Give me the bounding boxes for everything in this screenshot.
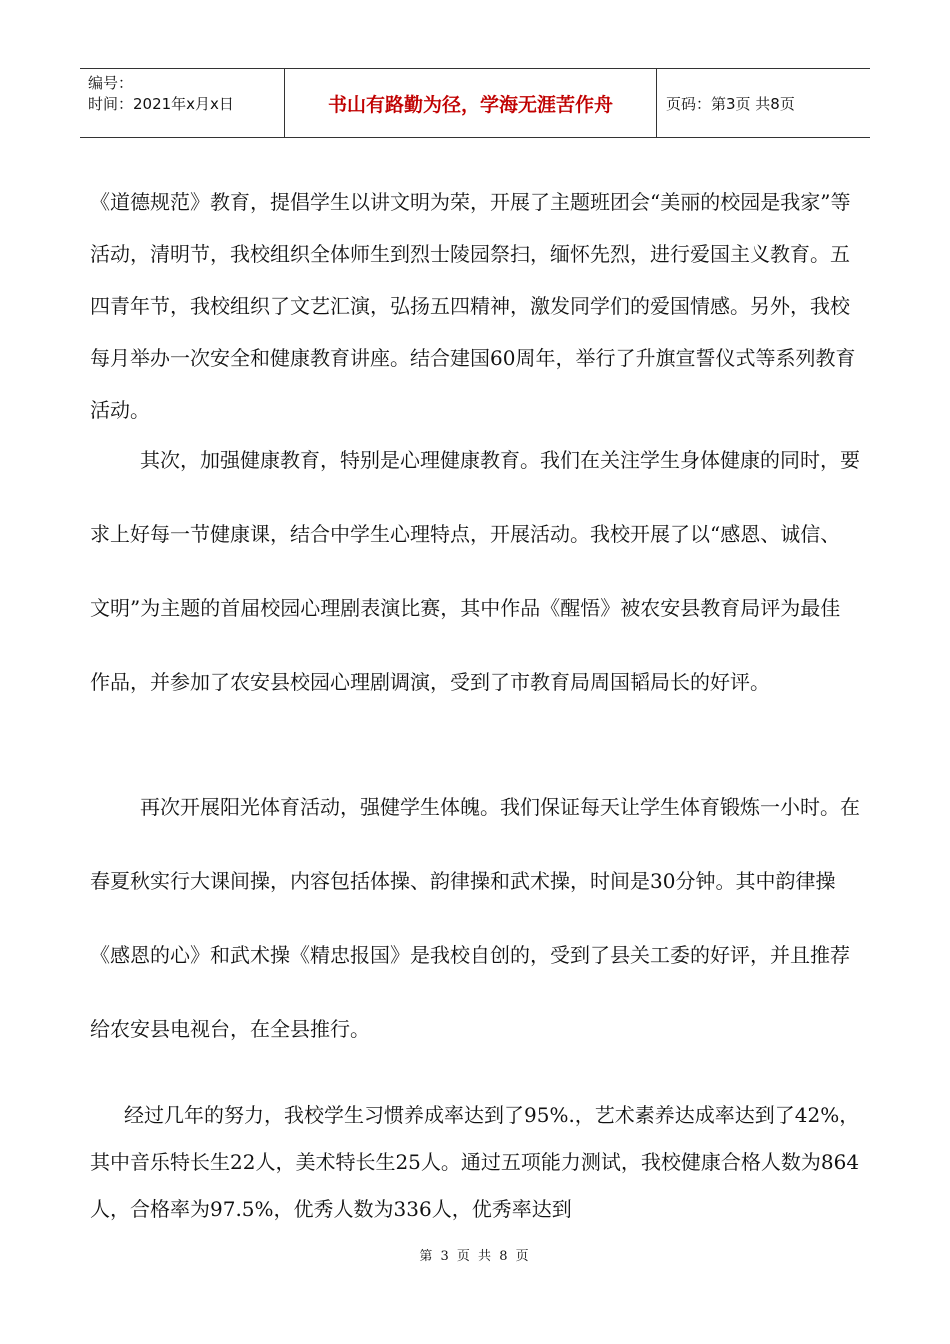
page-footer: 第 3 页 共 8 页	[419, 1249, 531, 1264]
header-divider	[656, 69, 657, 137]
body-paragraph: 经过几年的努力，我校学生习惯养成率达到了95%.，艺术素养达成率达到了42%，其中音乐特长生22人，美术特长生25人。通过五项能力测试，我校健康合格人数为864人，合格率为97.5%，优秀人数为336人，优秀率达到	[90, 1103, 860, 1221]
document-number-label: 编号：	[88, 74, 134, 92]
header-page-info: 页码：第3页 共8页	[666, 94, 795, 113]
header-meta	[88, 73, 288, 115]
body-paragraph: 《道德规范》教育，提倡学生以讲文明为荣，开展了主题班团会“美丽的校园是我家”等活动，清明节，我校组织全体师生到烈士陵园祭扫，缅怀先烈，进行爱国主义教育。五四青年节，我校组织了文艺汇演，弘扬五四精神，激发同学们的爱国情感。另外，我校每月举办一次安全和健康教育讲座。结合建国60周年，举行了升旗宣誓仪式等系列教育活动。	[90, 190, 856, 422]
body-paragraph: 再次开展阳光体育活动，强健学生体魄。我们保证每天让学生体育锻炼一小时。在春夏秋实行大课间操，内容包括体操、韵律操和武术操，时间是30分钟。其中韵律操《感恩的心》和武术操《精忠报国》是我校自创的，受到了县关工委的好评，并且推荐给农安县电视台，在全县推行。	[90, 795, 860, 1041]
document-date-label: 时间：2021年x月x日	[88, 95, 234, 113]
page-header	[80, 68, 870, 138]
body-paragraph: 其次，加强健康教育，特别是心理健康教育。我们在关注学生身体健康的同时，要求上好每一节健康课，结合中学生心理特点，开展活动。我校开展了以“感恩、诚信、文明”为主题的首届校园心理剧表演比赛，其中作品《醒悟》被农安县教育局评为最佳作品，并参加了农安县校园心理剧调演，受到了市教育局周国韬局长的好评。	[90, 448, 860, 694]
header-motto: 书山有路勤为径，学海无涯苦作舟	[327, 93, 613, 116]
